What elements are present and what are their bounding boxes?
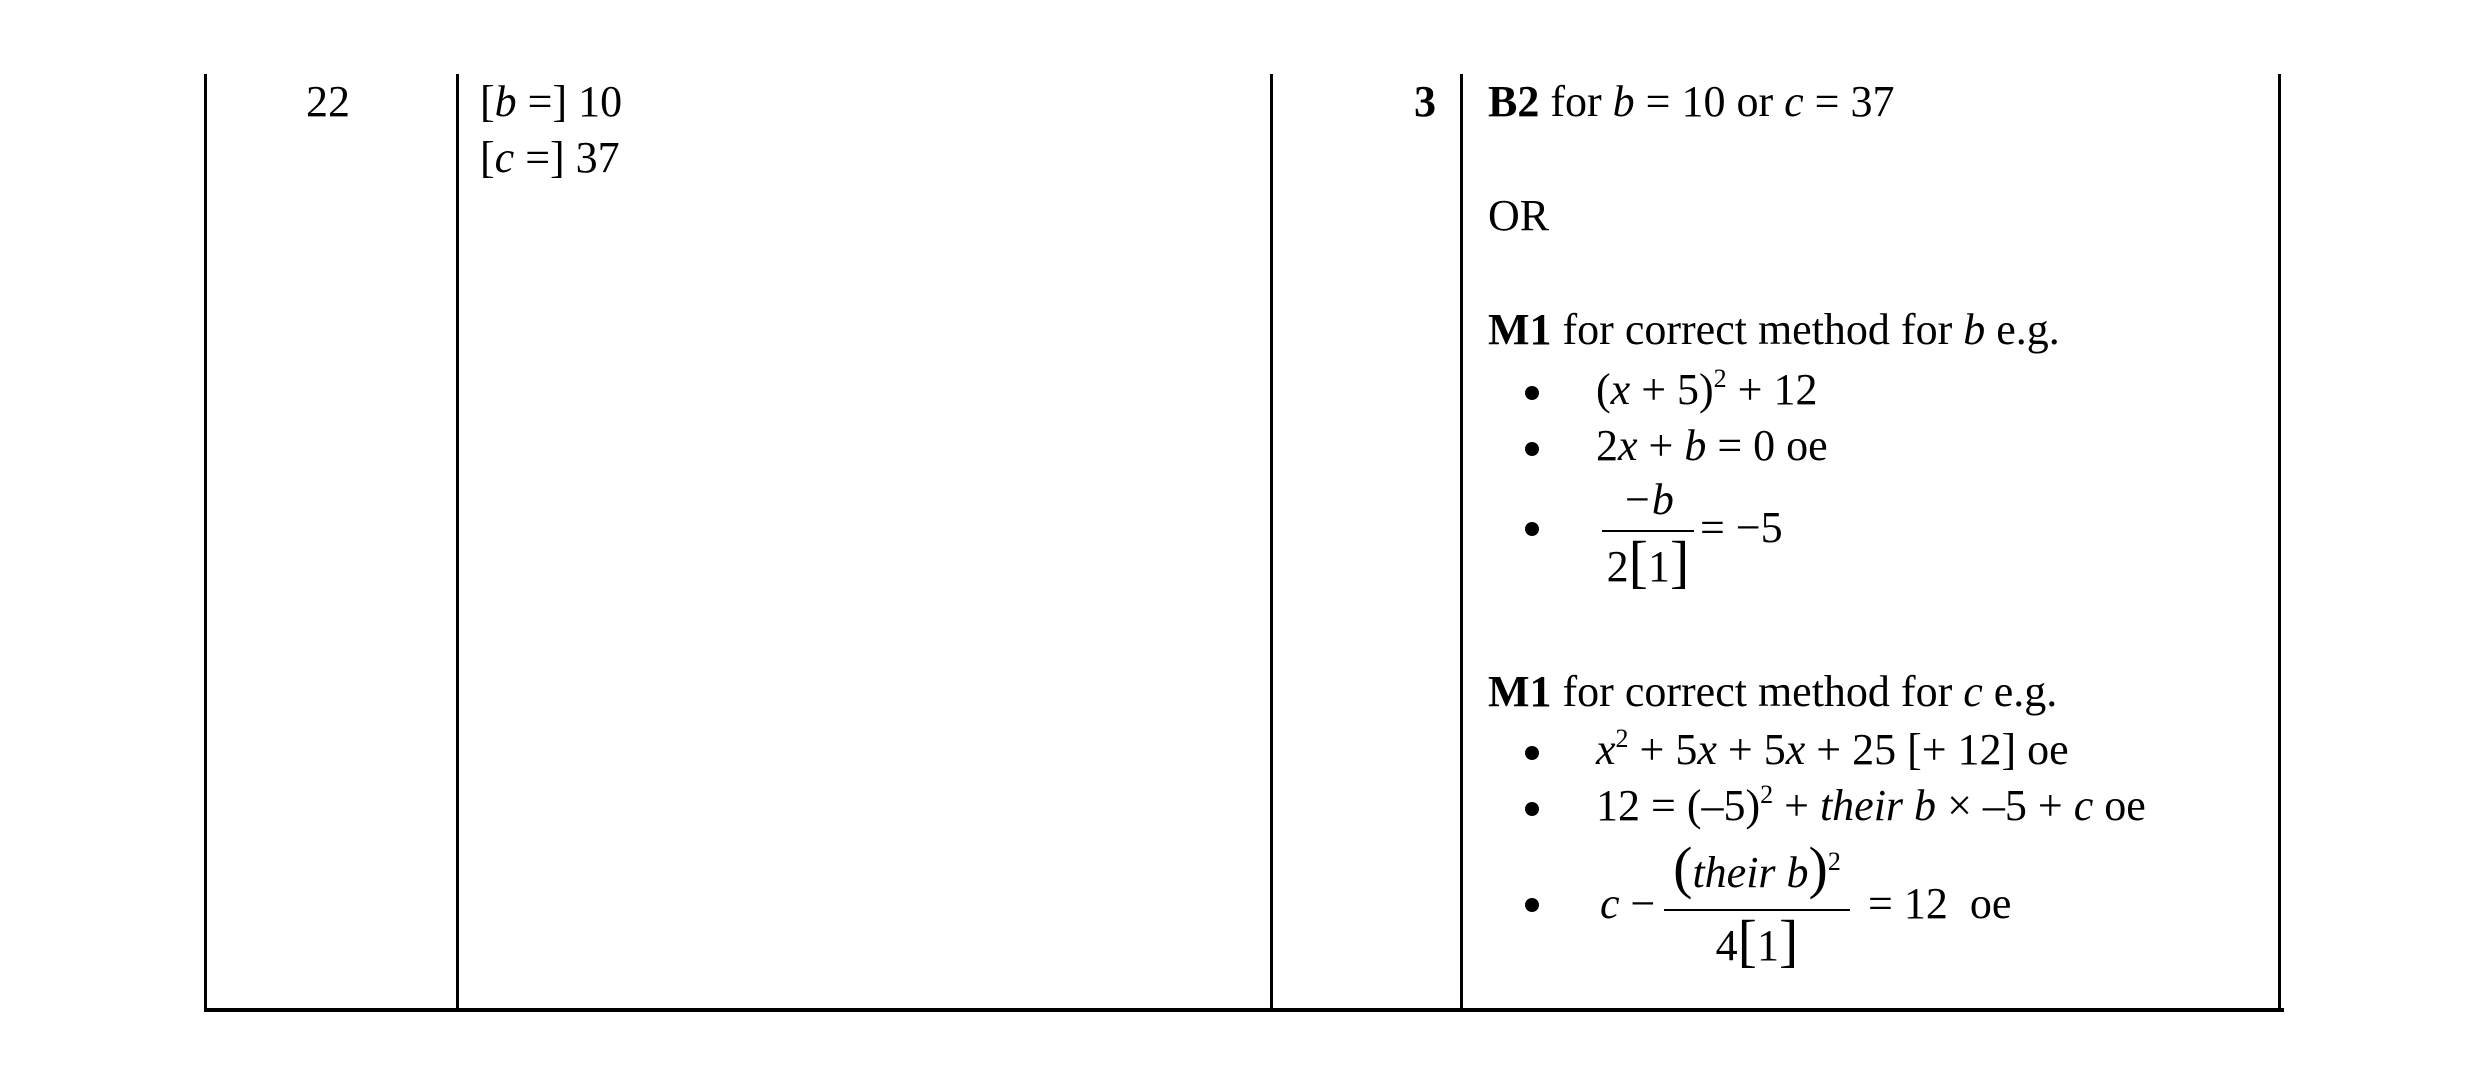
bullet-icon	[1525, 802, 1539, 816]
table-bottom-border	[204, 1008, 2284, 1012]
table-left-border	[204, 74, 207, 1012]
m1-b-fraction-rhs: = −5	[1700, 503, 1783, 552]
answer-line-b: [b =] 10	[480, 77, 623, 126]
m1-b-bullet-2: 2x + b = 0 oe	[1596, 421, 1828, 470]
m1-b-fraction: −b 2[1]	[1602, 474, 1694, 593]
bullet-icon	[1525, 386, 1539, 400]
m1-c-fraction: (their b)$^2$ 4[1]	[1664, 842, 1850, 972]
guidance-m1-c: M1 for correct method for c e.g.	[1488, 667, 2058, 716]
guidance-b2: B2 for b = 10 or c = 37	[1488, 77, 1895, 126]
guidance-or: OR	[1488, 191, 1550, 240]
bullet-icon	[1525, 442, 1539, 456]
column-divider-3	[1460, 74, 1463, 1012]
column-divider-1	[456, 74, 459, 1012]
m1-c-fraction-lhs: c −	[1600, 879, 1656, 928]
m1-c-fraction-rhs: = 12 oe	[1868, 879, 2012, 928]
marks: 3	[1414, 77, 1436, 126]
m1-b-bullet-1: $(x + 5)^2 + 12$	[1596, 364, 1818, 414]
table-right-border	[2278, 74, 2281, 1012]
answer-line-c: [c =] 37	[480, 133, 620, 182]
guidance-m1-b: M1 for correct method for b e.g.	[1488, 305, 2060, 354]
column-divider-2	[1270, 74, 1273, 1012]
bullet-icon	[1525, 522, 1539, 536]
m1-c-bullet-1: $x^2 + 5x + 5x + 25$ [+ 12] oe	[1596, 724, 2069, 774]
bullet-icon	[1525, 746, 1539, 760]
question-number: 22	[306, 77, 350, 126]
bullet-icon	[1525, 898, 1539, 912]
m1-c-bullet-2: $12 = (-5)^2$ + their b × –5 + c oe	[1596, 780, 2146, 830]
